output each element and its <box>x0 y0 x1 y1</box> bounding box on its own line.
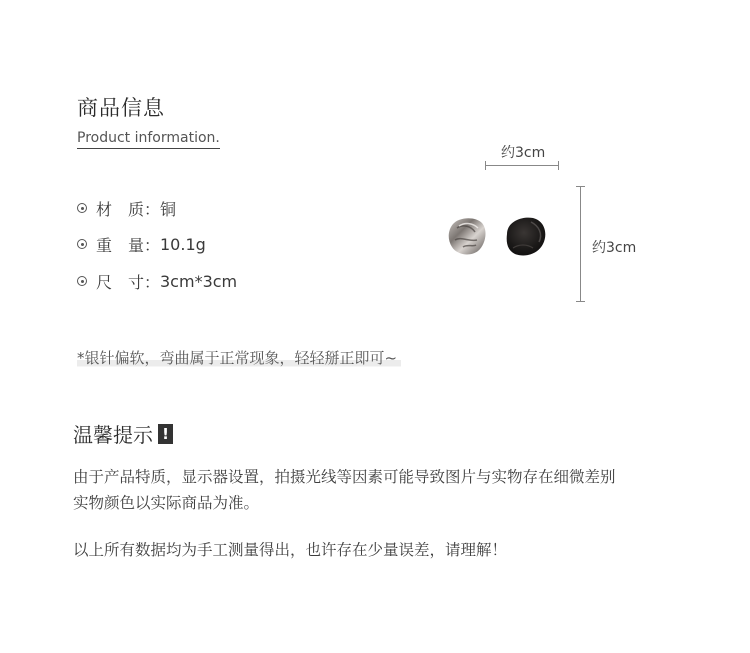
spec-value: 10.1g <box>160 234 206 254</box>
section-subtitle: Product information. <box>77 130 220 149</box>
spec-value: 3cm*3cm <box>160 271 238 291</box>
spec-size-row <box>77 269 237 293</box>
spec-label-a: 材 <box>96 199 113 219</box>
spec-label-b: 质： <box>127 199 160 219</box>
bullet-icon <box>77 203 87 213</box>
silver-earring-image <box>445 214 489 258</box>
tips-paragraph-1-line-1: 由于产品特质，显示器设置，拍摄光线等因素可能导致图片与实物存在细微差别 <box>73 468 616 486</box>
spec-label-a: 尺 <box>96 272 113 292</box>
tips-title-text: 温馨提示 <box>73 423 153 447</box>
bullet-icon <box>77 239 87 249</box>
tips-title <box>73 419 173 448</box>
spec-label-b: 寸： <box>127 272 160 292</box>
note-text: *银针偏软，弯曲属于正常现象，轻轻掰正即可~ <box>77 347 401 368</box>
spec-label <box>96 197 160 220</box>
spec-label-a: 重 <box>96 235 113 255</box>
spec-label <box>96 270 160 293</box>
warning-icon: ! <box>158 424 173 444</box>
height-dimension-label: 约3cm <box>592 240 637 256</box>
spec-weight-row <box>77 232 206 256</box>
spec-label-b: 量： <box>127 235 160 255</box>
tips-paragraph-1-line-2: 实物颜色以实际商品为准。 <box>73 494 260 512</box>
black-earring-image <box>501 214 549 260</box>
spec-label <box>96 233 160 256</box>
tips-paragraph-2: 以上所有数据均为手工测量得出，也许存在少量误差，请理解！ <box>73 541 508 559</box>
section-title: 商品信息 <box>77 96 165 120</box>
width-dimension-label: 约3cm <box>501 145 546 161</box>
tips-paragraph-1 <box>73 464 616 516</box>
spec-material-row <box>77 196 176 220</box>
spec-value: 铜 <box>160 199 177 219</box>
bullet-icon <box>77 276 87 286</box>
width-dimension-line <box>485 165 559 166</box>
height-dimension-line <box>580 186 581 302</box>
